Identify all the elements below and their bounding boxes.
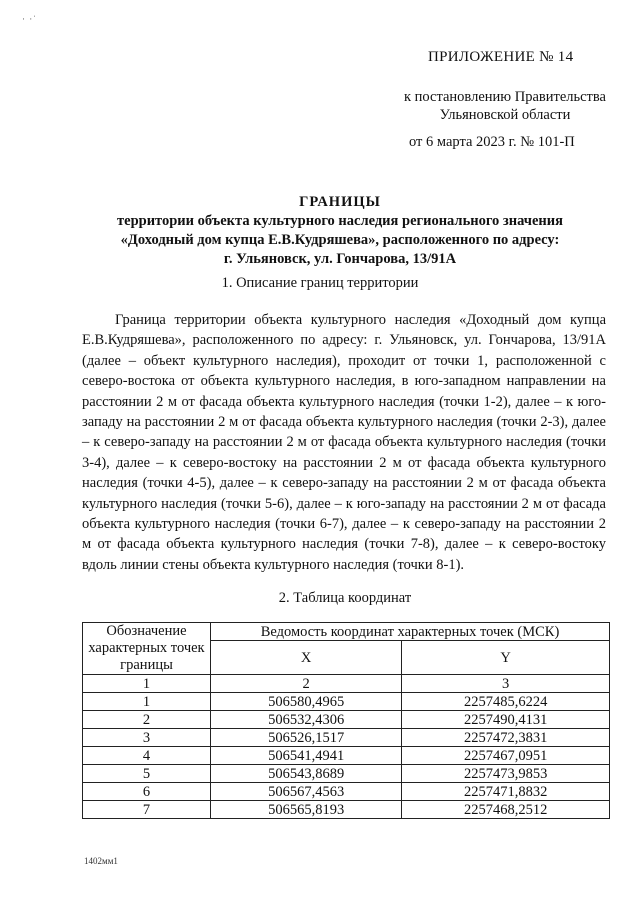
coordinate-x: 506526,1517 [211,729,402,747]
coordinate-x: 506580,4965 [211,693,402,711]
table-row [83,783,610,801]
coordinate-y: 2257490,4131 [402,711,610,729]
point-number: 7 [83,801,211,819]
coordinate-y: 2257473,9853 [402,765,610,783]
scan-artifact: · ·ˈ [22,14,38,24]
title-line: территории объекта культурного наследия регионального значения [117,213,563,229]
table-row [83,711,610,729]
section-2-heading: 2. Таблица координат [278,590,412,606]
decree-reference-line: Ульяновской области [439,107,571,123]
coordinate-x: 506565,8193 [211,801,402,819]
coordinates-table [82,622,610,819]
table-row [83,765,610,783]
document-title [60,193,620,269]
point-number: 6 [83,783,211,801]
boundary-description: Граница территории объекта культурного наследия «Доходный дом купца Е.В.Кудряшева», расположенного по адресу: г. Ульяновск, ул. Гончарова, 13/91А (далее – объект культурного наследия), проходит от точки 1, расположенной с северо-востока от объекта культурного наследия, в юго-западном направлении на расстоянии 2 м от фасада объекта культурного наследия (точки 1-2), далее – к юго-западу на расстоянии 2 м от фасада объекта культурного наследия (точки 2-3), далее – к северо-западу на расстоянии 2 м от фасада объекта культурного наследия (точки 3-4), далее – к северо-востоку на расстоянии 2 м от фасада объекта культурного наследия (точки 4-5), далее – к северо-западу на расстоянии 2 м от фасада объекта культурного наследия (точки 5-6), далее – к юго-западу на расстоянии 2 м от фасада объекта культурного наследия (точки 6-7), далее – к северо-западу на расстоянии 2 м от фасада объекта культурного наследия (точки 7-8), далее – к северо-востоку вдоль линии стены объекта культурного наследия (точки 8-1). [82,312,606,573]
table-row [83,729,610,747]
title-line: «Доходный дом купца Е.В.Кудряшева», расположенного по адресу: [120,232,560,248]
point-number: 2 [83,711,211,729]
coordinate-y: 2257471,8832 [402,783,610,801]
point-number: 4 [83,747,211,765]
coordinate-y: 2257472,3831 [402,729,610,747]
decree-reference-line: к постановлению Правительства [404,89,606,105]
table-row [83,747,610,765]
column-group-header: Ведомость координат характерных точек (МСК) [211,623,610,641]
column-number: 1 [83,675,211,693]
coordinate-y: 2257468,2512 [402,801,610,819]
table-numbering-row [83,675,610,693]
coordinate-x: 506567,4563 [211,783,402,801]
decree-date-number: от 6 марта 2023 г. № 101-П [409,134,575,150]
appendix-title: ПРИЛОЖЕНИЕ № 14 [428,49,574,65]
coordinate-x: 506543,8689 [211,765,402,783]
coordinate-y: 2257467,0951 [402,747,610,765]
title-line: г. Ульяновск, ул. Гончарова, 13/91А [223,251,457,267]
column-number: 2 [211,675,402,693]
section-1-heading: 1. Описание границ территории [221,275,419,291]
table-header-row [83,623,610,641]
title-main: ГРАНИЦЫ [299,194,381,210]
decree-reference [400,88,610,124]
footer-code: 1402мм1 [84,856,118,866]
column-header-point: Обозначение характерных точек границы [83,623,211,675]
coordinate-x: 506541,4941 [211,747,402,765]
point-number: 1 [83,693,211,711]
table-row [83,693,610,711]
point-number: 3 [83,729,211,747]
table-row [83,801,610,819]
column-header-x: X [211,641,402,675]
point-number: 5 [83,765,211,783]
coordinate-x: 506532,4306 [211,711,402,729]
column-number: 3 [402,675,610,693]
coordinate-y: 2257485,6224 [402,693,610,711]
column-header-y: Y [402,641,610,675]
